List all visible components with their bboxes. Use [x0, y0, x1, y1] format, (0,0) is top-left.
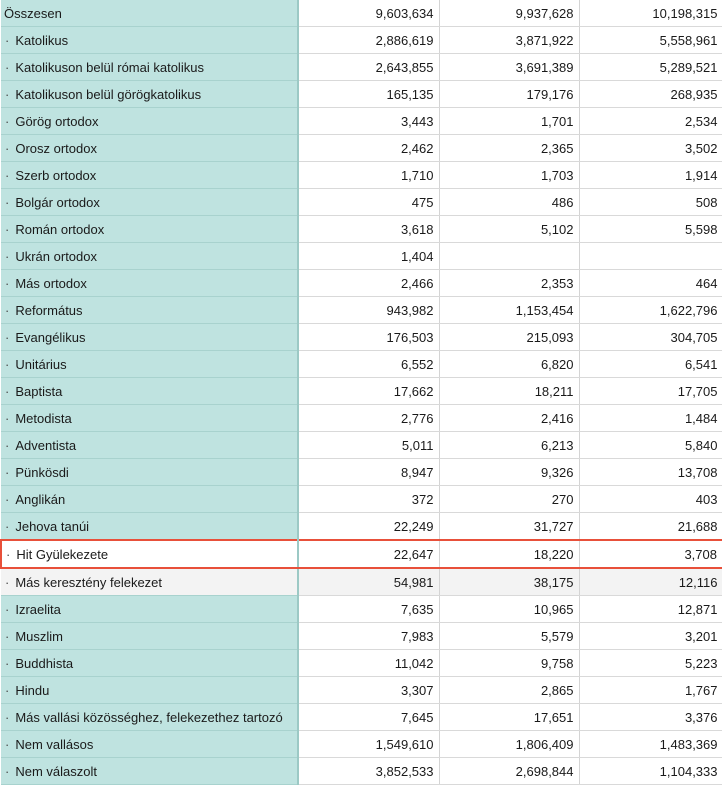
bullet-icon: · [5, 709, 10, 725]
value-cell-col2: 9,937,628 [439, 0, 579, 27]
row-label-cell [1, 405, 298, 432]
row-label-cell [1, 81, 298, 108]
value-cell-col3: 1,622,796 [579, 297, 722, 324]
value-cell-col2: 6,820 [439, 351, 579, 378]
value-cell-col2: 1,701 [439, 108, 579, 135]
value-cell-col2: 1,153,454 [439, 297, 579, 324]
value-cell-col3: 3,708 [579, 540, 722, 568]
value-cell-col3: 12,116 [579, 568, 722, 596]
value-cell-col2: 2,416 [439, 405, 579, 432]
row-label-cell [1, 162, 298, 189]
bullet-icon: · [5, 410, 10, 426]
value-cell-col2: 38,175 [439, 568, 579, 596]
value-cell-col2: 1,806,409 [439, 731, 579, 758]
bullet-icon: · [5, 574, 10, 590]
table-row[interactable] [1, 162, 722, 189]
row-label-cell [1, 704, 298, 731]
value-cell-col3: 1,104,333 [579, 758, 722, 785]
table-row[interactable] [1, 540, 722, 568]
table-row[interactable] [1, 677, 722, 704]
value-cell-col2: 3,871,922 [439, 27, 579, 54]
row-label-cell [1, 0, 298, 27]
value-cell-col1: 165,135 [298, 81, 439, 108]
value-cell-col3: 1,767 [579, 677, 722, 704]
row-label-cell [1, 378, 298, 405]
row-label: Pünkösdi [15, 464, 69, 480]
value-cell-col3: 508 [579, 189, 722, 216]
row-label: Muszlim [15, 628, 64, 644]
bullet-icon: · [5, 518, 10, 534]
value-cell-col3: 1,914 [579, 162, 722, 189]
value-cell-col2: 179,176 [439, 81, 579, 108]
row-label-cell [1, 623, 298, 650]
bullet-icon: · [5, 86, 10, 102]
row-label: Orosz ortodox [15, 140, 97, 156]
value-cell-col2: 17,651 [439, 704, 579, 731]
value-cell-col3: 3,502 [579, 135, 722, 162]
value-cell-col2: 18,211 [439, 378, 579, 405]
value-cell-col1: 6,552 [298, 351, 439, 378]
table-row[interactable] [1, 108, 722, 135]
table-row[interactable] [1, 297, 722, 324]
table-row[interactable] [1, 216, 722, 243]
bullet-icon: · [5, 682, 10, 698]
row-label: Más ortodox [15, 275, 87, 291]
bullet-icon: · [5, 356, 10, 372]
row-label: Izraelita [15, 601, 61, 617]
value-cell-col2: 31,727 [439, 513, 579, 541]
value-cell-col3: 21,688 [579, 513, 722, 541]
value-cell-col1: 1,404 [298, 243, 439, 270]
row-label-cell [1, 108, 298, 135]
row-label: Katolikus [15, 32, 69, 48]
table-row[interactable] [1, 486, 722, 513]
row-label-cell [1, 432, 298, 459]
value-cell-col1: 7,635 [298, 596, 439, 623]
bullet-icon: · [6, 546, 11, 562]
value-cell-col1: 943,982 [298, 297, 439, 324]
table-row[interactable] [1, 623, 722, 650]
row-label-cell [1, 596, 298, 623]
value-cell-col1: 2,643,855 [298, 54, 439, 81]
row-label-cell [1, 568, 298, 596]
row-label: Buddhista [15, 655, 74, 671]
row-label-cell [1, 758, 298, 785]
value-cell-col2: 2,865 [439, 677, 579, 704]
row-label: Szerb ortodox [15, 167, 97, 183]
bullet-icon: · [5, 302, 10, 318]
value-cell-col1: 17,662 [298, 378, 439, 405]
value-cell-col3: 13,708 [579, 459, 722, 486]
row-label: Nem vallásos [15, 736, 94, 752]
table-row[interactable] [1, 596, 722, 623]
bullet-icon: · [5, 736, 10, 752]
table-row[interactable] [1, 704, 722, 731]
value-cell-col3: 403 [579, 486, 722, 513]
row-label: Más keresztény felekezet [15, 574, 163, 590]
table-row[interactable] [1, 351, 722, 378]
value-cell-col2: 6,213 [439, 432, 579, 459]
value-cell-col3: 6,541 [579, 351, 722, 378]
value-cell-col2: 3,691,389 [439, 54, 579, 81]
row-label: Jehova tanúi [15, 518, 90, 534]
value-cell-col1: 3,852,533 [298, 758, 439, 785]
value-cell-col2: 215,093 [439, 324, 579, 351]
value-cell-col1: 7,645 [298, 704, 439, 731]
row-label: Nem válaszolt [15, 763, 97, 779]
value-cell-col2 [439, 243, 579, 270]
value-cell-col2: 5,579 [439, 623, 579, 650]
bullet-icon: · [5, 248, 10, 264]
value-cell-col3: 17,705 [579, 378, 722, 405]
bullet-icon: · [5, 329, 10, 345]
table-row[interactable] [1, 405, 722, 432]
table-row[interactable] [1, 81, 722, 108]
bullet-icon: · [5, 628, 10, 644]
row-label: Román ortodox [15, 221, 105, 237]
row-label-cell [1, 135, 298, 162]
row-label-cell [1, 486, 298, 513]
value-cell-col1: 3,443 [298, 108, 439, 135]
value-cell-col1: 9,603,634 [298, 0, 439, 27]
bullet-icon: · [5, 763, 10, 779]
row-label: Más vallási közösséghez, felekezethez tartozó [15, 709, 283, 725]
value-cell-col3: 5,223 [579, 650, 722, 677]
value-cell-col1: 5,011 [298, 432, 439, 459]
row-label: Evangélikus [15, 329, 86, 345]
table-row[interactable] [1, 243, 722, 270]
value-cell-col1: 22,249 [298, 513, 439, 541]
value-cell-col3: 2,534 [579, 108, 722, 135]
value-cell-col2: 18,220 [439, 540, 579, 568]
bullet-icon: · [5, 221, 10, 237]
table-row[interactable] [1, 568, 722, 596]
row-label-cell [1, 270, 298, 297]
table-row[interactable] [1, 758, 722, 785]
table-body [1, 0, 722, 785]
value-cell-col2: 486 [439, 189, 579, 216]
bullet-icon: · [5, 491, 10, 507]
table-row[interactable] [1, 731, 722, 758]
value-cell-col1: 2,462 [298, 135, 439, 162]
bullet-icon: · [5, 275, 10, 291]
row-label-cell [1, 216, 298, 243]
value-cell-col3: 5,598 [579, 216, 722, 243]
row-label-cell [1, 27, 298, 54]
row-label-cell [1, 324, 298, 351]
value-cell-col2: 9,758 [439, 650, 579, 677]
value-cell-col2: 9,326 [439, 459, 579, 486]
value-cell-col3: 5,558,961 [579, 27, 722, 54]
row-label-cell [1, 677, 298, 704]
bullet-icon: · [5, 655, 10, 671]
value-cell-col1: 1,710 [298, 162, 439, 189]
table-row[interactable] [1, 324, 722, 351]
bullet-icon: · [5, 113, 10, 129]
value-cell-col3: 10,198,315 [579, 0, 722, 27]
value-cell-col1: 475 [298, 189, 439, 216]
value-cell-col1: 1,549,610 [298, 731, 439, 758]
row-label: Anglikán [15, 491, 66, 507]
value-cell-col2: 270 [439, 486, 579, 513]
table-row[interactable] [1, 189, 722, 216]
value-cell-col2: 2,365 [439, 135, 579, 162]
value-cell-col1: 3,307 [298, 677, 439, 704]
row-label-cell [1, 459, 298, 486]
bullet-icon: · [5, 383, 10, 399]
bullet-icon: · [5, 59, 10, 75]
row-label: Katolikuson belül görögkatolikus [15, 86, 202, 102]
row-label-cell [1, 243, 298, 270]
value-cell-col3: 1,484 [579, 405, 722, 432]
value-cell-col3: 304,705 [579, 324, 722, 351]
bullet-icon: · [5, 464, 10, 480]
value-cell-col1: 8,947 [298, 459, 439, 486]
row-label: Református [15, 302, 83, 318]
row-label: Metodista [15, 410, 72, 426]
value-cell-col1: 372 [298, 486, 439, 513]
value-cell-col3: 3,376 [579, 704, 722, 731]
row-label-cell [1, 540, 298, 568]
value-cell-col2: 1,703 [439, 162, 579, 189]
value-cell-col1: 7,983 [298, 623, 439, 650]
value-cell-col3: 268,935 [579, 81, 722, 108]
table-row[interactable] [1, 27, 722, 54]
row-label: Baptista [15, 383, 63, 399]
value-cell-col1: 22,647 [298, 540, 439, 568]
row-label-cell [1, 297, 298, 324]
value-cell-col3: 5,289,521 [579, 54, 722, 81]
bullet-icon: · [5, 32, 10, 48]
value-cell-col2: 10,965 [439, 596, 579, 623]
row-label-cell [1, 351, 298, 378]
row-label-cell [1, 513, 298, 541]
row-label-cell [1, 650, 298, 677]
table-row[interactable] [1, 54, 722, 81]
table-row[interactable] [1, 650, 722, 677]
row-label-cell [1, 189, 298, 216]
row-label: Adventista [15, 437, 77, 453]
bullet-icon: · [5, 167, 10, 183]
bullet-icon: · [5, 140, 10, 156]
table-row[interactable] [1, 135, 722, 162]
table-row-total[interactable] [1, 0, 722, 27]
value-cell-col3 [579, 243, 722, 270]
bullet-icon: · [5, 194, 10, 210]
bullet-icon: · [5, 601, 10, 617]
table-row[interactable] [1, 378, 722, 405]
value-cell-col3: 5,840 [579, 432, 722, 459]
value-cell-col1: 176,503 [298, 324, 439, 351]
row-label: Katolikuson belül római katolikus [15, 59, 204, 75]
value-cell-col3: 12,871 [579, 596, 722, 623]
row-label: Bolgár ortodox [15, 194, 100, 210]
value-cell-col3: 3,201 [579, 623, 722, 650]
row-label-cell [1, 54, 298, 81]
row-label: Ukrán ortodox [15, 248, 97, 264]
value-cell-col1: 3,618 [298, 216, 439, 243]
value-cell-col2: 2,353 [439, 270, 579, 297]
row-label: Hit Gyülekezete [16, 546, 109, 562]
value-cell-col3: 464 [579, 270, 722, 297]
table-row[interactable] [1, 513, 722, 541]
row-label: Hindu [15, 682, 50, 698]
value-cell-col2: 5,102 [439, 216, 579, 243]
value-cell-col2: 2,698,844 [439, 758, 579, 785]
row-label: Összesen [4, 5, 62, 21]
value-cell-col3: 1,483,369 [579, 731, 722, 758]
value-cell-col1: 2,776 [298, 405, 439, 432]
row-label-cell [1, 731, 298, 758]
value-cell-col1: 2,886,619 [298, 27, 439, 54]
bullet-icon: · [5, 437, 10, 453]
table-row[interactable] [1, 459, 722, 486]
row-label: Unitárius [15, 356, 67, 372]
row-label: Görög ortodox [15, 113, 99, 129]
value-cell-col1: 11,042 [298, 650, 439, 677]
table-row[interactable] [1, 270, 722, 297]
table-row[interactable] [1, 432, 722, 459]
value-cell-col1: 2,466 [298, 270, 439, 297]
value-cell-col1: 54,981 [298, 568, 439, 596]
